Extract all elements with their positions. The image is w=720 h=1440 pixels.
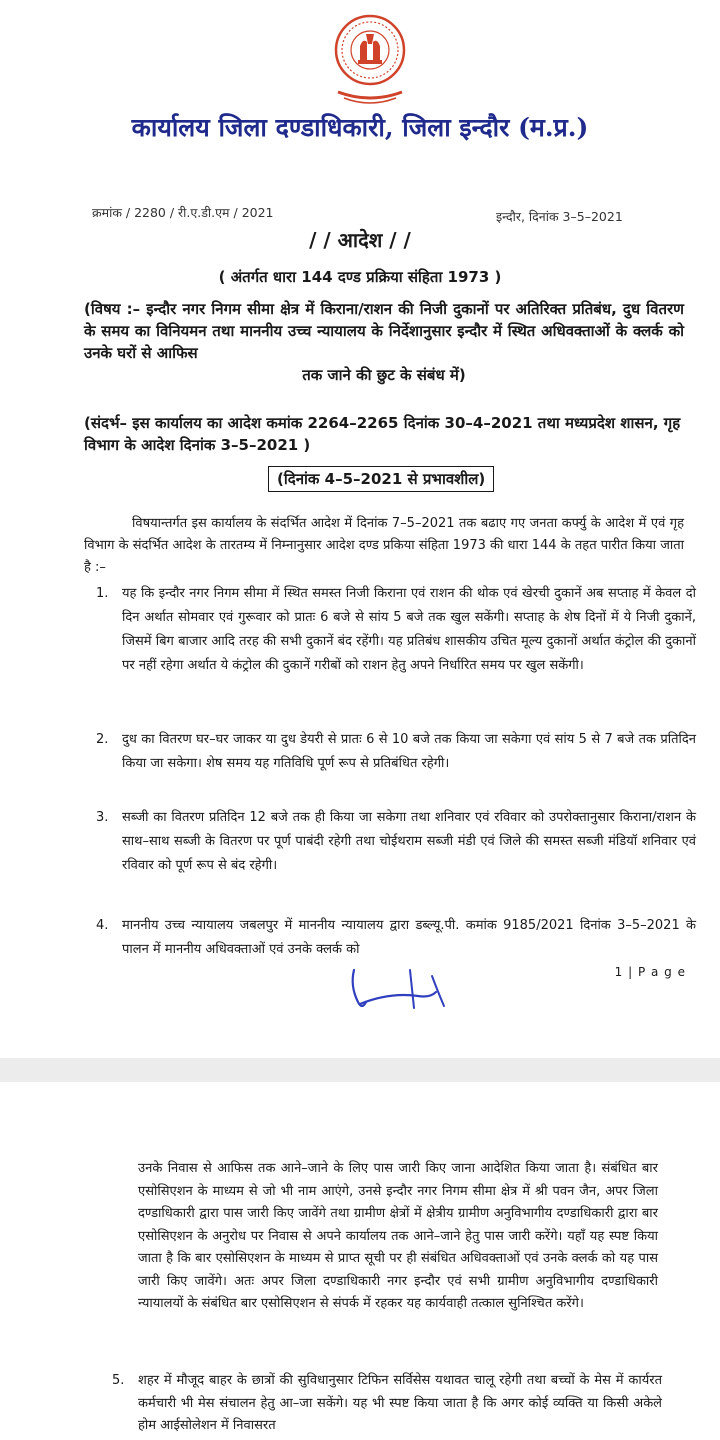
item-number: 1. [96, 586, 109, 601]
item-text: शहर में मौजूद बाहर के छात्रों की सुविधानुसार टिफिन सर्विसेस यथावत चालू रहेगी तथा बच्चों के मेस में कार्यरत कर्मचारी भी मेस संचालन हेतु आ–जा सकेंगे। यह भी स्पष्ट किया जाता है कि अगर कोई व्यक्ति या किसी अकेले होम आईसोलेशन में निवासरत [138, 1373, 662, 1433]
item-text: माननीय उच्च न्यायालय जबलपुर में माननीय न्यायालय द्वारा डब्ल्यू.पी. कमांक 9185/2021 दिनांक 3–5–2021 के पालन में माननीय अधिवक्ताओं एवं उनके क्लर्क को [122, 918, 696, 957]
office-title: कार्यालय जिला दण्डाधिकारी, जिला इन्दौर (म.प्र.) [131, 113, 589, 142]
item-text: सब्जी का वितरण प्रतिदिन 12 बजे तक ही किया जा सकेगा तथा शनिवार एवं रविवार को उपरोक्तानुसार किराना/राशन के साथ–साथ सब्जी के वितरण पर पूर्ण पाबंदी रहेगी तथा चोईथराम सब्जी मंडी एवं जिले की समस्त सब्जी मंडियॉ शनिवार एवं रविवार को पूर्ण रूप से बंद रहेगी। [122, 810, 696, 873]
intro-paragraph: विषयान्तर्गत इस कार्यालय के संदर्भित आदेश में दिनांक 7–5–2021 तक बढाए गए जनता कर्फ्यु के आदेश में एवं गृह विभाग के संदर्भित आदेश के तारतम्य में निम्नानुसार आदेश दण्ड प्रकिया संहिता 1973 की धारा 144 के तहत पारीत किया जाता है :– [84, 516, 684, 575]
effective-date-box: (दिनांक 4–5–2021 से प्रभावशील) [268, 466, 494, 492]
item-number: 4. [96, 918, 109, 933]
order-item-3 [96, 806, 696, 878]
legal-section-line: ( अंतर्गत धारा 144 दण्ड प्रक्रिया संहिता 1973 ) [218, 268, 502, 286]
item-number: 5. [112, 1373, 125, 1388]
page-separator [0, 1058, 720, 1082]
subject-text: (विषय :– इन्दौर नगर निगम सीमा क्षेत्र में किराना/राशन की निजी दुकानों पर अतिरिक्त प्रतिबंध, दुध वितरण के समय का विनियमन तथा माननीय उच्च न्यायालय के निर्देशानुसार इन्दौर में स्थित अधिवक्ताओं के क्लर्क को उनके घरों से आफिस [84, 300, 684, 362]
signature-mark [340, 962, 460, 1026]
order-heading: / / आदेश / / [309, 228, 411, 252]
item-text: दुध का वितरण घर–घर जाकर या दुध डेयरी से प्रातः 6 से 10 बजे तक किया जा सकेगा एवं सांय 5 से 7 बजे तक प्रतिदिन किया जा सकेगा। शेष समय यह गतिविधि पूर्ण रूप से प्रतिबंधित रहेगी। [122, 732, 696, 771]
order-item-5 [112, 1370, 662, 1438]
page-number: 1 | P a g e [614, 965, 686, 979]
state-emblem-icon [332, 4, 408, 108]
order-number: क्रमांक / 2280 / री.ए.डी.एम / 2021 [92, 205, 274, 220]
reference-block: (संदर्भ– इस कार्यालय का आदेश कमांक 2264–2265 दिनांक 30–4–2021 तथा मध्यप्रदेश शासन, गृह विभाग के आदेश दिनांक 3–5–2021 ) [84, 414, 681, 454]
order-item-1 [96, 582, 696, 678]
item-number: 3. [96, 810, 109, 825]
order-item-4 [96, 914, 696, 962]
continuation-paragraph: उनके निवास से आफिस तक आने–जाने के लिए पास जारी किए जाना आदेशित किया जाता है। संबंधित बार एसोसिएशन के माध्यम से जो भी नाम आएंगे, उनसे इन्दौर नगर निगम सीमा क्षेत्र में श्री पवन जैन, अपर जिला दण्डाधिकारी द्वारा पास जारी किए जावेंगे तथा ग्रामीण क्षेत्रों में क्षेत्रीय ग्रामीण अनुविभागीय दण्डाधिकारी द्वारा बार एसोसिएशन के अनुरोध पर निवास से अपने कार्यालय तक आने–जाने हेतु पास जारी करेंगे। यहाँ यह स्पष्ट किया जाता है कि बार एसोसिएशन के माध्यम से प्राप्त सूची पर ही संबंधित अधिवक्ताओं एवं उनके क्लर्क को यह पास जारी किए जावेंगे। अतः अपर जिला दण्डाधिकारी नगर इन्दौर एवं सभी ग्रामीण अनुविभागीय दण्डाधिकारी न्यायालयों के संबंधित बार एसोसिएशन से संपर्क में रहकर यह कार्यवाही तत्काल सुनिश्चित करेंगे। [138, 1161, 658, 1311]
place-date: इन्दौर, दिनांक 3–5–2021 [496, 209, 623, 224]
item-number: 2. [96, 732, 109, 747]
order-item-2 [96, 728, 696, 776]
item-text: यह कि इन्दौर नगर निगम सीमा में स्थित समस्त निजी किराना एवं राशन की थोक एवं खेरची दुकानें अब सप्ताह में केवल दो दिन अर्थात सोमवार एवं गुरूवार को प्रातः 6 बजे से सांय 5 बजे तक खुल सकेंगी। सप्ताह के शेष दिनों में ये निजी दुकानें, जिसमें बिग बाजार आदि तरह की सभी दुकानें बंद रहेंगी। यह प्रतिबंध शासकीय उचित मूल्य दुकानों अर्थात कंट्रोल की दुकानों पर नहीं रहेगा अर्थात ये कंट्रोल की दुकानें गरीबों को राशन हेतु अपने निर्धारित समय पर खुल सकेंगी। [122, 586, 696, 673]
subject-text-last: तक जाने की छुट के संबंध में) [302, 366, 466, 384]
document-page-2 [0, 1082, 720, 1440]
subject-block [84, 298, 684, 386]
